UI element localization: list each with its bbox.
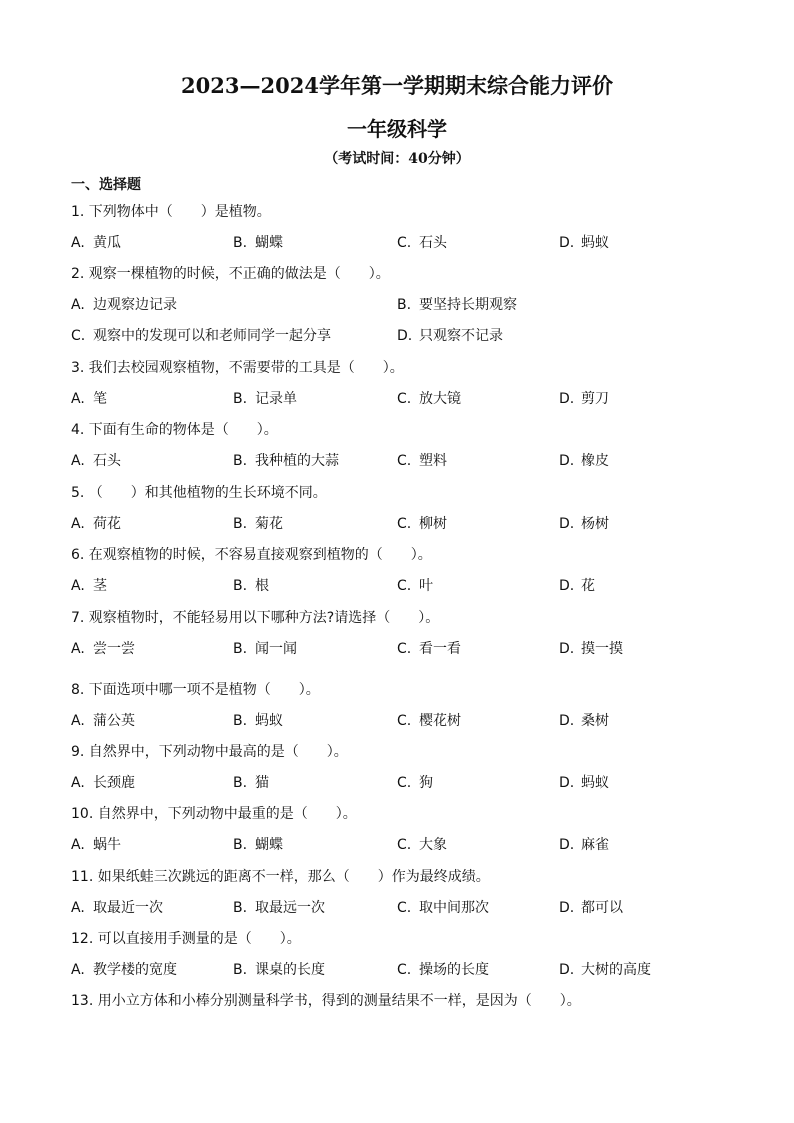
question-12-options: [71, 959, 751, 979]
question-10: 10. 自然界中，下列动物中最重的是（ ）。: [71, 806, 357, 822]
option-c: C. 塑料: [397, 453, 447, 469]
question-8-options: [71, 710, 751, 730]
option-c: C. 叶: [397, 578, 433, 594]
option-a: A. 尝一尝: [71, 641, 135, 657]
option-b: B. 课桌的长度: [233, 962, 325, 978]
question-9-options: [71, 772, 751, 792]
option-d: D. 都可以: [559, 900, 623, 916]
option-d: D. 杨树: [559, 516, 609, 532]
question-5-options: [71, 513, 751, 533]
option-b: B. 记录单: [233, 391, 297, 407]
question-1: 1. 下列物体中（ ）是植物。: [71, 204, 271, 220]
option-d: D. 麻雀: [559, 837, 609, 853]
option-b: B. 猫: [233, 775, 269, 791]
option-a: A. 长颈鹿: [71, 775, 135, 791]
option-a: A. 石头: [71, 453, 121, 469]
option-b: B. 取最远一次: [233, 900, 325, 916]
option-d: D. 桑树: [559, 713, 609, 729]
option-d: D. 摸一摸: [559, 641, 623, 657]
option-a: A. 教学楼的宽度: [71, 962, 177, 978]
question-9: 9. 自然界中，下列动物中最高的是（ ）。: [71, 744, 348, 760]
option-c: C. 看一看: [397, 641, 461, 657]
option-c: C. 柳树: [397, 516, 447, 532]
exam-time: （考试时间：40分钟）: [324, 151, 470, 167]
option-d: D. 大树的高度: [559, 962, 651, 978]
question-8: 8. 下面选项中哪一项不是植物（ ）。: [71, 682, 320, 698]
question-13: 13. 用小立方体和小棒分别测量科学书，得到的测量结果不一样，是因为（ ）。: [71, 993, 581, 1009]
option-b: B. 要坚持长期观察: [397, 297, 517, 313]
option-a: A. 蒲公英: [71, 713, 135, 729]
option-a: A. 茎: [71, 578, 107, 594]
question-3-options: [71, 388, 751, 408]
option-c: C. 取中间那次: [397, 900, 489, 916]
option-a: A. 黄瓜: [71, 235, 121, 251]
option-b: B. 蝴蝶: [233, 837, 283, 853]
option-d: D. 花: [559, 578, 595, 594]
question-11-options: [71, 897, 751, 917]
option-d: D. 橡皮: [559, 453, 609, 469]
option-d: D. 蚂蚁: [559, 235, 609, 251]
option-c: C. 狗: [397, 775, 433, 791]
option-c: C. 樱花树: [397, 713, 461, 729]
option-c: C. 石头: [397, 235, 447, 251]
option-b: B. 蝴蝶: [233, 235, 283, 251]
option-b: B. 蚂蚁: [233, 713, 283, 729]
option-d: D. 蚂蚁: [559, 775, 609, 791]
question-7: 7. 观察植物时，不能轻易用以下哪种方法?请选择（ ）。: [71, 610, 440, 626]
option-a: A. 边观察边记录: [71, 297, 177, 313]
option-d: D. 剪刀: [559, 391, 609, 407]
question-10-options: [71, 834, 751, 854]
option-b: B. 菊花: [233, 516, 283, 532]
question-2: 2. 观察一棵植物的时候，不正确的做法是（ ）。: [71, 266, 390, 282]
question-6-options: [71, 575, 751, 595]
option-b: B. 根: [233, 578, 269, 594]
question-1-options: [71, 232, 751, 252]
option-c: C. 放大镜: [397, 391, 461, 407]
option-b: B. 我种植的大蒜: [233, 453, 339, 469]
question-2-options-row2: [71, 325, 751, 345]
exam-subtitle: 一年级科学: [347, 117, 447, 141]
option-a: A. 取最近一次: [71, 900, 163, 916]
exam-title: 2023—2024学年第一学期期末综合能力评价: [181, 73, 613, 98]
question-7-options: [71, 638, 751, 658]
section-heading: 一、选择题: [71, 177, 141, 193]
question-4: 4. 下面有生命的物体是（ ）。: [71, 422, 278, 438]
question-3: 3. 我们去校园观察植物，不需要带的工具是（ ）。: [71, 360, 404, 376]
option-a: A. 荷花: [71, 516, 121, 532]
question-5: 5. （ ）和其他植物的生长环境不同。: [71, 485, 327, 501]
option-a: A. 笔: [71, 391, 107, 407]
option-b: B. 闻一闻: [233, 641, 297, 657]
question-2-options-row1: [71, 294, 751, 314]
option-d: D. 只观察不记录: [397, 328, 503, 344]
option-c: C. 大象: [397, 837, 447, 853]
question-12: 12. 可以直接用手测量的是（ ）。: [71, 931, 301, 947]
option-c: C. 操场的长度: [397, 962, 489, 978]
question-11: 11. 如果纸蛙三次跳远的距离不一样，那么（ ）作为最终成绩。: [71, 869, 490, 885]
option-c: C. 观察中的发现可以和老师同学一起分享: [71, 328, 331, 344]
option-a: A. 蜗牛: [71, 837, 121, 853]
question-4-options: [71, 450, 751, 470]
question-6: 6. 在观察植物的时候，不容易直接观察到植物的（ ）。: [71, 547, 432, 563]
